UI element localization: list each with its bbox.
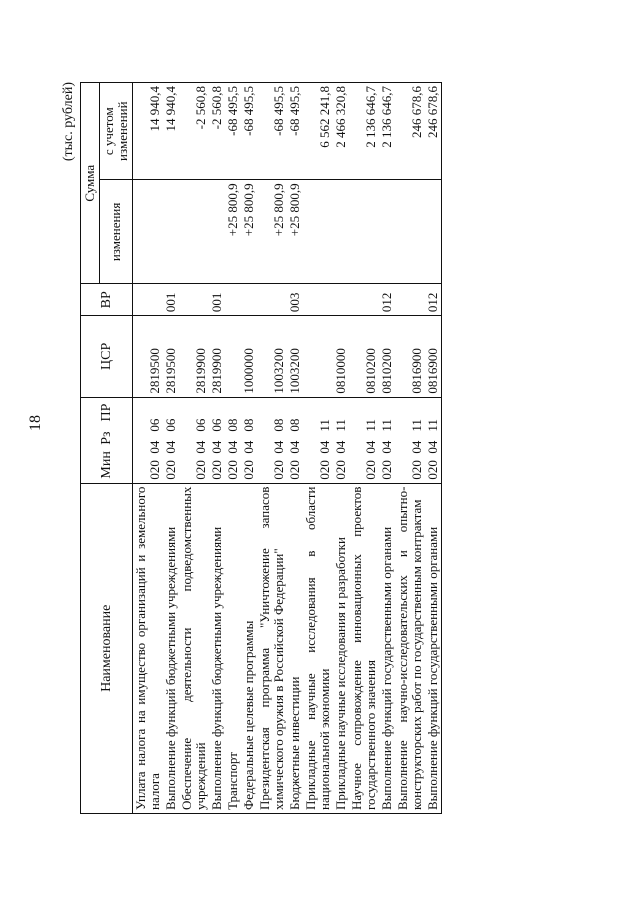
row-total: 2 136 646,7	[349, 83, 379, 180]
row-codes	[395, 397, 425, 483]
row-pr: 11	[363, 419, 378, 432]
row-vr	[257, 284, 287, 316]
row-name: Президентская программа "Уничтожение запасов химического оружия в Российской Федерации"	[257, 483, 287, 813]
row-codes	[379, 397, 395, 483]
row-codes	[163, 397, 179, 483]
row-rz: 04	[209, 440, 224, 454]
table-row	[257, 83, 287, 814]
row-total: -68 495,5	[241, 83, 257, 180]
row-total: 246 678,6	[425, 83, 442, 180]
row-vr	[225, 284, 241, 316]
row-min: 020	[163, 460, 178, 480]
row-name: Федеральные целевые программы	[241, 483, 257, 813]
row-change	[163, 180, 179, 284]
table-row	[379, 83, 395, 814]
row-pr: 08	[225, 418, 240, 432]
row-rz: 04	[425, 440, 440, 454]
row-vr	[303, 284, 333, 316]
table-row	[209, 83, 225, 814]
row-vr	[333, 284, 349, 316]
row-change	[379, 180, 395, 284]
row-min: 020	[379, 460, 394, 480]
header-with-change: с учетом изменений	[100, 83, 133, 180]
row-change	[349, 180, 379, 284]
row-csr: 0816900	[425, 316, 442, 397]
budget-table	[80, 82, 442, 814]
table-row	[225, 83, 241, 814]
table-row	[163, 83, 179, 814]
row-rz: 04	[287, 440, 302, 454]
row-name: Выполнение функций государственными органами	[379, 483, 395, 813]
row-min: 020	[409, 460, 424, 480]
row-codes	[303, 397, 333, 483]
row-pr: 08	[241, 418, 256, 432]
row-change: +25 800,9	[287, 180, 303, 284]
row-csr: 1000000	[241, 316, 257, 397]
table-row	[395, 83, 425, 814]
row-change	[333, 180, 349, 284]
row-rz: 04	[317, 440, 332, 454]
table-row	[333, 83, 349, 814]
row-name: Выполнение функций бюджетными учреждениями	[209, 483, 225, 813]
row-codes	[209, 397, 225, 483]
page-number: 18	[27, 415, 44, 431]
row-min: 020	[271, 460, 286, 480]
row-min: 020	[425, 460, 440, 480]
row-pr: 11	[425, 419, 440, 432]
row-vr	[133, 284, 164, 316]
row-min: 020	[363, 460, 378, 480]
row-min: 020	[209, 460, 224, 480]
row-codes	[179, 397, 209, 483]
table-body	[133, 83, 442, 814]
row-total: -68 495,5	[225, 83, 241, 180]
row-codes	[333, 397, 349, 483]
row-csr: 0810200	[349, 316, 379, 397]
row-vr	[349, 284, 379, 316]
row-codes	[425, 397, 442, 483]
header-change: изменения	[100, 180, 133, 284]
row-name: Транспорт	[225, 483, 241, 813]
header-codes	[81, 397, 133, 483]
row-csr: 2819500	[163, 316, 179, 397]
row-rz: 04	[147, 440, 162, 454]
row-pr: 11	[317, 419, 332, 432]
row-rz: 04	[379, 440, 394, 454]
row-name: Уплата налога на имущество организаций и земельного налога	[133, 483, 164, 813]
row-codes	[349, 397, 379, 483]
row-vr	[179, 284, 209, 316]
row-pr: 06	[147, 418, 162, 432]
header-sum: Сумма	[81, 83, 100, 284]
row-change	[395, 180, 425, 284]
row-rz: 04	[409, 440, 424, 454]
row-total: -2 560,8	[179, 83, 209, 180]
row-csr: 0816900	[395, 316, 425, 397]
row-name: Научное сопровождение инновационных проектов государственного значения	[349, 483, 379, 813]
row-min: 020	[193, 460, 208, 480]
row-vr	[241, 284, 257, 316]
row-name: Выполнение научно-исследовательских и опытно-конструкторских работ по государственным контрактам	[395, 483, 425, 813]
row-csr: 1003200	[257, 316, 287, 397]
row-pr: 06	[193, 418, 208, 432]
row-name: Выполнение функций бюджетными учреждениями	[163, 483, 179, 813]
row-min: 020	[287, 460, 302, 480]
row-vr: 001	[163, 284, 179, 316]
header-rz: Рз	[98, 431, 114, 445]
row-csr	[303, 316, 333, 397]
row-change	[303, 180, 333, 284]
row-rz: 04	[333, 440, 348, 454]
row-change	[425, 180, 442, 284]
header-vr: ВР	[81, 284, 133, 316]
row-change	[209, 180, 225, 284]
header-row-top	[81, 83, 100, 814]
row-vr: 012	[425, 284, 442, 316]
row-change	[133, 180, 164, 284]
header-pr: ПР	[98, 403, 114, 422]
table-row	[349, 83, 379, 814]
table-row	[241, 83, 257, 814]
row-name: Обеспечение деятельности подведомственных учреждений	[179, 483, 209, 813]
row-pr: 06	[209, 418, 224, 432]
row-change	[179, 180, 209, 284]
row-total: 246 678,6	[395, 83, 425, 180]
row-pr: 11	[379, 419, 394, 432]
row-codes	[133, 397, 164, 483]
row-vr: 003	[287, 284, 303, 316]
header-csr: ЦСР	[81, 316, 133, 397]
row-csr: 2819500	[133, 316, 164, 397]
row-name: Прикладные научные исследования в области национальной экономики	[303, 483, 333, 813]
row-pr: 08	[287, 418, 302, 432]
units-label: (тыс. рублей)	[61, 82, 76, 162]
row-codes	[241, 397, 257, 483]
row-rz: 04	[363, 440, 378, 454]
row-total: -68 495,5	[287, 83, 303, 180]
row-min: 020	[333, 460, 348, 480]
row-rz: 04	[271, 440, 286, 454]
row-pr: 06	[163, 418, 178, 432]
header-name: Наименование	[81, 483, 133, 813]
row-total: -68 495,5	[257, 83, 287, 180]
row-name: Прикладные научные исследования и разработки	[333, 483, 349, 813]
row-name: Бюджетные инвестиции	[287, 483, 303, 813]
row-vr: 001	[209, 284, 225, 316]
table-row	[425, 83, 442, 814]
row-csr	[225, 316, 241, 397]
row-pr: 08	[271, 418, 286, 432]
row-rz: 04	[163, 440, 178, 454]
row-rz: 04	[241, 440, 256, 454]
row-name: Выполнение функций государственными органами	[425, 483, 442, 813]
table-row	[179, 83, 209, 814]
row-change: +25 800,9	[241, 180, 257, 284]
row-rz: 04	[225, 440, 240, 454]
table-row	[133, 83, 164, 814]
row-min: 020	[317, 460, 332, 480]
row-csr: 1003200	[287, 316, 303, 397]
row-total: 14 940,4	[133, 83, 164, 180]
row-csr: 0810200	[379, 316, 395, 397]
row-codes	[287, 397, 303, 483]
table-row	[303, 83, 333, 814]
row-codes	[257, 397, 287, 483]
row-min: 020	[147, 460, 162, 480]
row-total: 14 940,4	[163, 83, 179, 180]
row-total: 2 136 646,7	[379, 83, 395, 180]
row-codes	[225, 397, 241, 483]
row-min: 020	[241, 460, 256, 480]
row-change: +25 800,9	[257, 180, 287, 284]
row-min: 020	[225, 460, 240, 480]
row-vr	[395, 284, 425, 316]
row-total: 2 466 320,8	[333, 83, 349, 180]
row-total: 6 562 241,8	[303, 83, 333, 180]
row-pr: 11	[409, 419, 424, 432]
row-total: -2 560,8	[209, 83, 225, 180]
header-min: Мин	[98, 451, 114, 479]
row-vr: 012	[379, 284, 395, 316]
table-row	[287, 83, 303, 814]
row-csr: 2819900	[209, 316, 225, 397]
row-csr: 0810000	[333, 316, 349, 397]
row-change: +25 800,9	[225, 180, 241, 284]
row-csr: 2819900	[179, 316, 209, 397]
row-pr: 11	[333, 419, 348, 432]
row-rz: 04	[193, 440, 208, 454]
